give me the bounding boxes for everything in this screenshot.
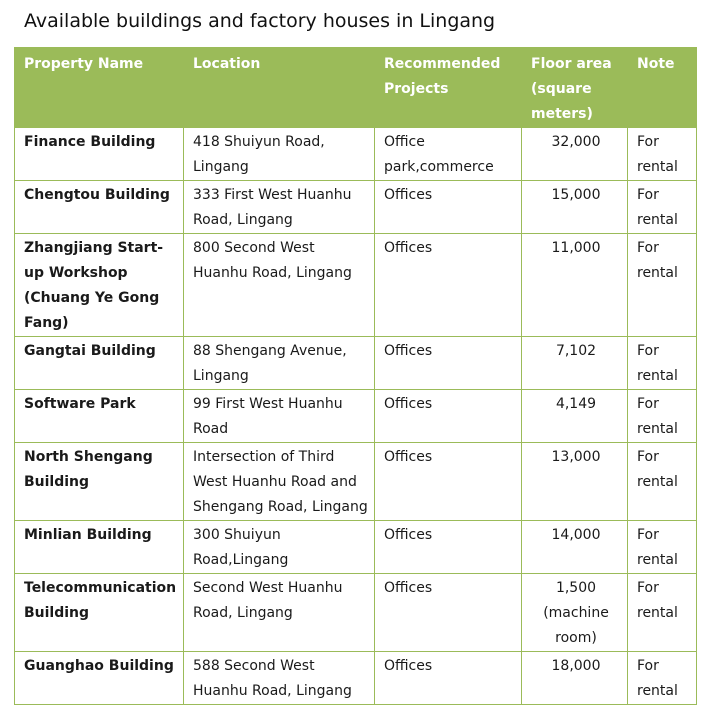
projects-cell: Office park,commerce [375, 128, 522, 181]
location-cell: 300 Shuiyun Road,Lingang [184, 521, 375, 574]
note-cell: For rental [628, 234, 697, 337]
header-location: Location [184, 48, 375, 128]
location-cell: Intersection of Third West Huanhu Road and Shengang Road, Lingang [184, 443, 375, 521]
property-name-cell: Software Park [15, 390, 184, 443]
table-row [15, 574, 697, 652]
table-row [15, 337, 697, 390]
floor-area-cell: 18,000 [522, 652, 628, 705]
location-cell: 333 First West Huanhu Road, Lingang [184, 181, 375, 234]
projects-cell: Offices [375, 234, 522, 337]
location-cell: 88 Shengang Avenue, Lingang [184, 337, 375, 390]
property-name-cell: Finance Building [15, 128, 184, 181]
note-cell: For rental [628, 443, 697, 521]
floor-area-cell: 14,000 [522, 521, 628, 574]
header-property-name: Property Name [15, 48, 184, 128]
floor-area-cell: 7,102 [522, 337, 628, 390]
location-cell: 418 Shuiyun Road, Lingang [184, 128, 375, 181]
note-cell: For rental [628, 652, 697, 705]
note-cell: For rental [628, 181, 697, 234]
table-row [15, 128, 697, 181]
note-cell: For rental [628, 574, 697, 652]
header-note: Note [628, 48, 697, 128]
projects-cell: Offices [375, 574, 522, 652]
projects-cell: Offices [375, 521, 522, 574]
floor-area-cell: 32,000 [522, 128, 628, 181]
table-row [15, 443, 697, 521]
floor-area-cell: 15,000 [522, 181, 628, 234]
note-cell: For rental [628, 128, 697, 181]
table-row [15, 521, 697, 574]
location-cell: Second West Huanhu Road, Lingang [184, 574, 375, 652]
note-cell: For rental [628, 521, 697, 574]
projects-cell: Offices [375, 337, 522, 390]
property-name-cell: Minlian Building [15, 521, 184, 574]
floor-area-cell: 4,149 [522, 390, 628, 443]
property-name-cell: Guanghao Building [15, 652, 184, 705]
property-name-cell: Telecommunication Building [15, 574, 184, 652]
projects-cell: Offices [375, 181, 522, 234]
location-cell: 800 Second West Huanhu Road, Lingang [184, 234, 375, 337]
header-recommended-projects: Recommended Projects [375, 48, 522, 128]
location-cell: 588 Second West Huanhu Road, Lingang [184, 652, 375, 705]
table-row [15, 652, 697, 705]
table-row [15, 390, 697, 443]
property-name-cell: Zhangjiang Start-up Workshop (Chuang Ye Gong Fang) [15, 234, 184, 337]
projects-cell: Offices [375, 443, 522, 521]
projects-cell: Offices [375, 652, 522, 705]
projects-cell: Offices [375, 390, 522, 443]
floor-area-cell: 1,500 (machine room) [522, 574, 628, 652]
floor-area-cell: 13,000 [522, 443, 628, 521]
note-cell: For rental [628, 390, 697, 443]
property-name-cell: Gangtai Building [15, 337, 184, 390]
floor-area-cell: 11,000 [522, 234, 628, 337]
note-cell: For rental [628, 337, 697, 390]
property-name-cell: Chengtou Building [15, 181, 184, 234]
property-name-cell: North Shengang Building [15, 443, 184, 521]
table-row [15, 181, 697, 234]
table-header-row [15, 48, 697, 128]
properties-table [14, 47, 697, 705]
header-floor-area: Floor area (square meters) [522, 48, 628, 128]
page-title: Available buildings and factory houses in Lingang [24, 10, 496, 32]
location-cell: 99 First West Huanhu Road [184, 390, 375, 443]
table-row [15, 234, 697, 337]
